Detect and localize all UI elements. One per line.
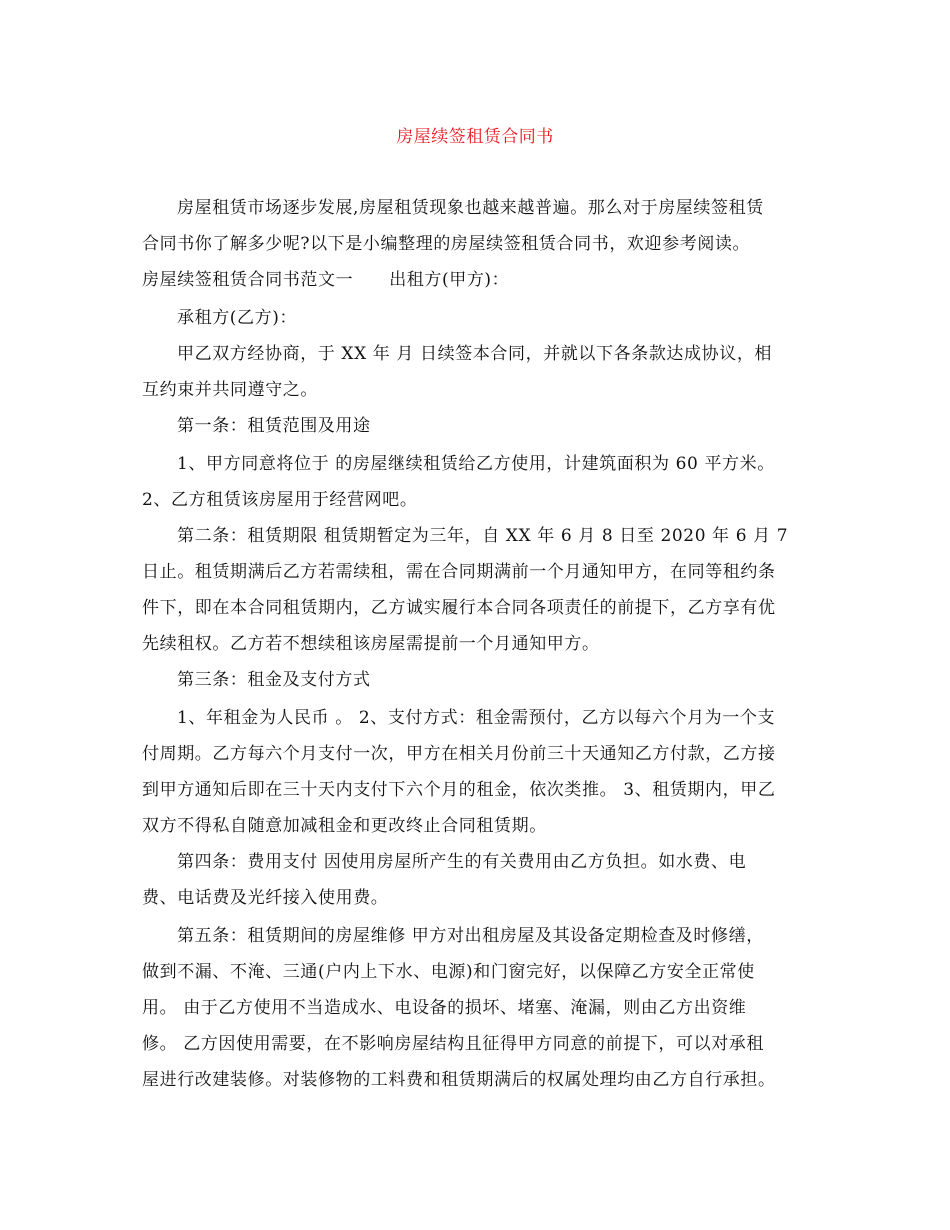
article-heading: 第二条：租赁期限 租赁期暂定为三年，自 XX 年 6 月 8 日至 2020 年 6 月 7 — [177, 526, 789, 546]
article-heading: 第三条：租金及支付方式 — [177, 670, 371, 690]
paragraph-line: 日止。租赁期满后乙方若需续租，需在合同期满前一个月通知甲方，在同等租约条 — [142, 562, 776, 582]
paragraph-line: 1、年租金为人民币 。 2、支付方式：租金需预付，乙方以每六个月为一个支 — [177, 708, 776, 728]
paragraph-line: 甲乙双方经协商，于 XX 年 月 日续签本合同，并就以下各条款达成协议，相 — [177, 344, 773, 364]
paragraph-line: 屋进行改建装修。对装修物的工料费和租赁期满后的权属处理均由乙方自行承担。 — [142, 1070, 776, 1090]
paragraph-line: 付周期。乙方每六个月支付一次，甲方在相关月份前三十天通知乙方付款，乙方接 — [142, 744, 776, 764]
paragraph-line: 到甲方通知后即在三十天内支付下六个月的租金，依次类推。 3、租赁期内，甲乙 — [142, 780, 776, 800]
paragraph-line: 费、电话费及光纤接入使用费。 — [142, 888, 389, 908]
paragraph-line: 2、乙方租赁该房屋用于经营网吧。 — [142, 490, 418, 510]
paragraph-line: 件下，即在本合同租赁期内，乙方诚实履行本合同各项责任的前提下，乙方享有优 — [142, 598, 776, 618]
article-heading: 第五条：租赁期间的房屋维修 甲方对出租房屋及其设备定期检查及时修缮， — [177, 926, 764, 946]
paragraph-line: 做到不漏、不淹、三通(户内上下水、电源)和门窗完好，以保障乙方安全正常使 — [142, 962, 755, 982]
paragraph-line: 1、甲方同意将位于 的房屋继续租赁给乙方使用，计建筑面积为 60 平方米。 — [177, 454, 775, 474]
paragraph-line: 房屋租赁市场逐步发展,房屋租赁现象也越来越普遍。那么对于房屋续签租赁 — [177, 198, 764, 218]
article-heading: 第四条：费用支付 因使用房屋所产生的有关费用由乙方负担。如水费、电 — [177, 852, 747, 872]
paragraph-line: 双方不得私自随意加减租金和更改终止合同租赁期。 — [142, 816, 547, 836]
paragraph-line: 合同书你了解多少呢?以下是小编整理的房屋续签租赁合同书，欢迎参考阅读。 — [142, 234, 751, 254]
article-heading: 第一条：租赁范围及用途 — [177, 416, 371, 436]
paragraph-line: 先续租权。乙方若不想续租该房屋需提前一个月通知甲方。 — [142, 634, 600, 654]
lessor-label: 出租方(甲方)： — [389, 270, 510, 290]
paragraph-line: 用。 由于乙方使用不当造成水、电设备的损坏、堵塞、淹漏，则由乙方出资维 — [142, 998, 747, 1018]
paragraph-line: 互约束并共同遵守之。 — [142, 380, 318, 400]
sample-heading: 房屋续签租赁合同书范文一 — [142, 270, 354, 290]
lessee-label: 承租方(乙方)： — [177, 308, 298, 328]
paragraph-line-sample-heading — [142, 268, 509, 292]
paragraph-line: 修。 乙方因使用需要，在不影响房屋结构且征得甲方同意的前提下，可以对承租 — [142, 1034, 765, 1054]
document-title: 房屋续签租赁合同书 — [396, 127, 554, 147]
